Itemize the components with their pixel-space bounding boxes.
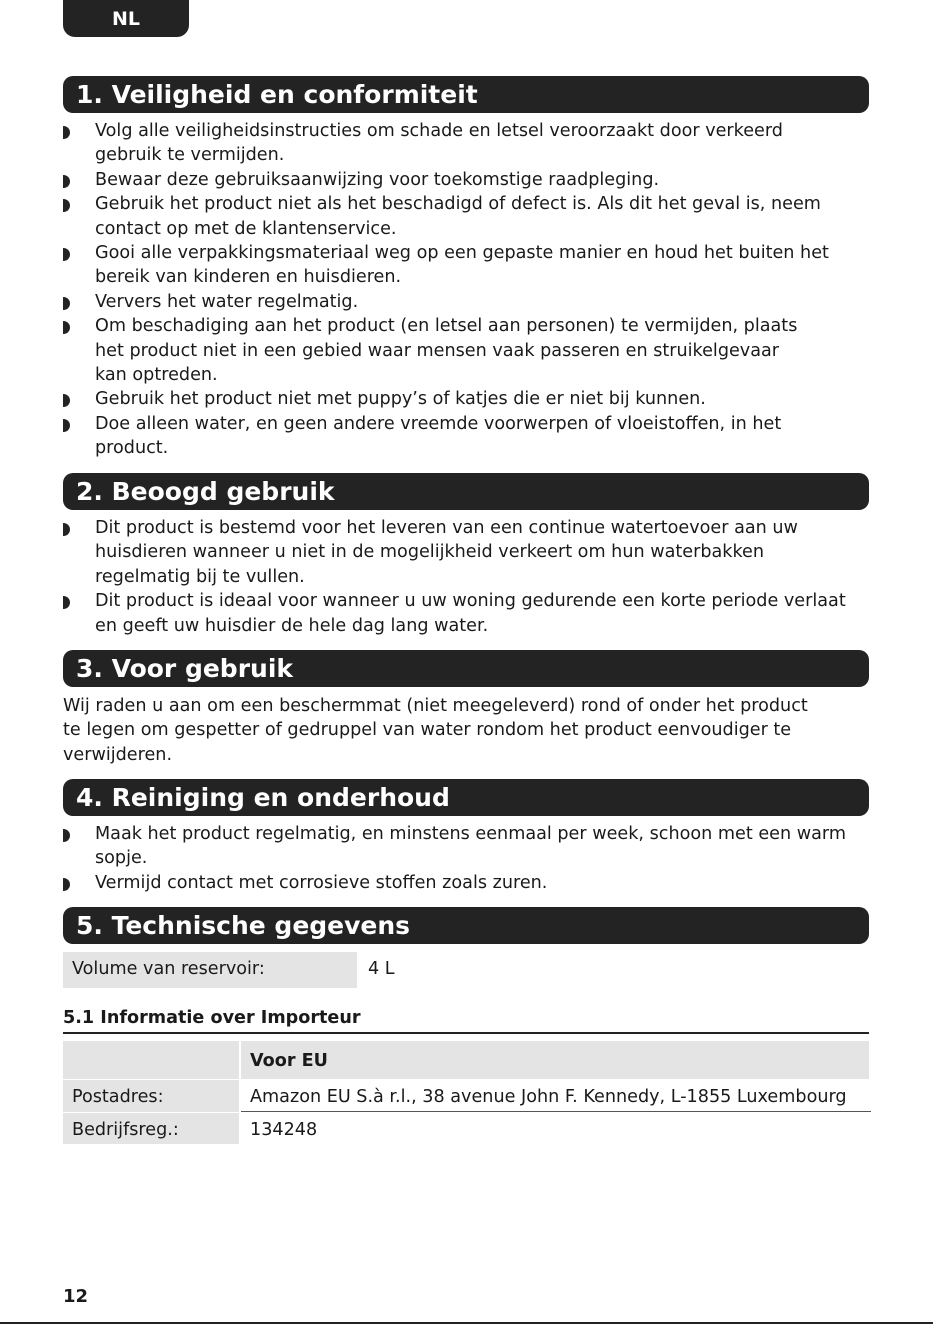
list-item-text: Doe alleen water, en geen andere vreemde voorwerpen of vloeistoffen, in het product.	[95, 413, 782, 459]
bullet-icon	[63, 829, 70, 842]
list-item-text: Gebruik het product niet met puppy’s of katjes die er niet bij kunnen.	[95, 389, 706, 410]
list-item	[63, 822, 869, 871]
list-item-text: Dit product is ideaal voor wanneer u uw woning gedurende een korte periode verlaat en geeft uw huisdier de hele dag lang water.	[95, 591, 846, 636]
table-row-value: Amazon EU S.à r.l., 38 avenue John F. Kennedy, L-1855 Luxembourg	[241, 1080, 871, 1112]
language-tab: NL	[63, 0, 189, 37]
list-item	[63, 412, 869, 461]
bullet-icon	[63, 596, 70, 609]
section-3-heading: 3. Voor gebruik	[63, 650, 869, 687]
section-5-heading: 5. Technische gegevens	[63, 907, 869, 944]
table-corner-cell	[63, 1041, 239, 1079]
list-item	[63, 589, 869, 638]
list-item	[63, 516, 869, 589]
table-row-label: Postadres:	[63, 1080, 239, 1112]
section-1-list	[63, 119, 869, 461]
list-item	[63, 871, 869, 895]
list-item-text: Vermijd contact met corrosieve stoffen zoals zuren.	[95, 872, 548, 893]
section-2-heading: 2. Beoogd gebruik	[63, 473, 869, 510]
importer-subheading: 5.1 Informatie over Importeur	[63, 1006, 869, 1034]
section-4-list	[63, 822, 869, 895]
list-item-text: Ververs het water regelmatig.	[95, 291, 359, 312]
bullet-icon	[63, 394, 70, 407]
list-item-text: Dit product is bestemd voor het leveren van een continue watertoevoer aan uw huisdieren wanneer u niet in de mogelijkheid verkeert om hun waterbakken regelmatig bij te vullen.	[95, 518, 798, 587]
list-item	[63, 387, 869, 411]
section-3-text: Wij raden u aan om een beschermmat (niet meegeleverd) rond of onder het product te legen om gespetter of gedruppel van water rondom het product eenvoudiger te verwijderen.	[63, 696, 808, 765]
section-4-heading: 4. Reiniging en onderhoud	[63, 779, 869, 816]
section-1-heading: 1. Veiligheid en conformiteit	[63, 76, 869, 113]
table-column-header: Voor EU	[241, 1041, 869, 1079]
list-item-text: Gooi alle verpakkingsmateriaal weg op een gepaste manier en houd het buiten het bereik van kinderen en huisdieren.	[95, 243, 829, 288]
table-row-value: 134248	[250, 1120, 318, 1140]
bullet-icon	[63, 126, 70, 139]
list-item	[63, 241, 869, 290]
list-item	[63, 119, 869, 168]
bullet-icon	[63, 199, 70, 212]
page-number: 12	[63, 1286, 89, 1307]
list-item	[63, 192, 869, 241]
bullet-icon	[63, 248, 70, 261]
list-item	[63, 290, 869, 314]
section-2-list	[63, 516, 869, 638]
table-row-label: Bedrijfsreg.:	[63, 1113, 239, 1144]
bullet-icon	[63, 175, 70, 188]
list-item-text: Gebruik het product niet als het beschadigd of defect is. Als dit het geval is, neem contact op met de klantenservice.	[95, 194, 821, 239]
spec-label: Volume van reservoir:	[63, 952, 357, 988]
list-item-text: Maak het product regelmatig, en minstens eenmaal per week, schoon met een warm sopje.	[95, 824, 846, 869]
bullet-icon	[63, 523, 70, 536]
list-item	[63, 168, 869, 192]
list-item-text: Volg alle veiligheidsinstructies om schade en letsel veroorzaakt door verkeerd gebruik te vermijden.	[95, 121, 783, 166]
bullet-icon	[63, 878, 70, 891]
bullet-icon	[63, 321, 70, 334]
list-item-text: Bewaar deze gebruiksaanwijzing voor toekomstige raadpleging.	[95, 169, 660, 190]
bullet-icon	[63, 419, 70, 432]
list-item-text: Om beschadiging aan het product (en letsel aan personen) te vermijden, plaats het product niet in een gebied waar mensen vaak passeren en struikelgevaar kan optreden.	[95, 316, 798, 386]
bullet-icon	[63, 297, 70, 310]
list-item	[63, 314, 869, 387]
spec-value: 4 L	[368, 959, 395, 979]
